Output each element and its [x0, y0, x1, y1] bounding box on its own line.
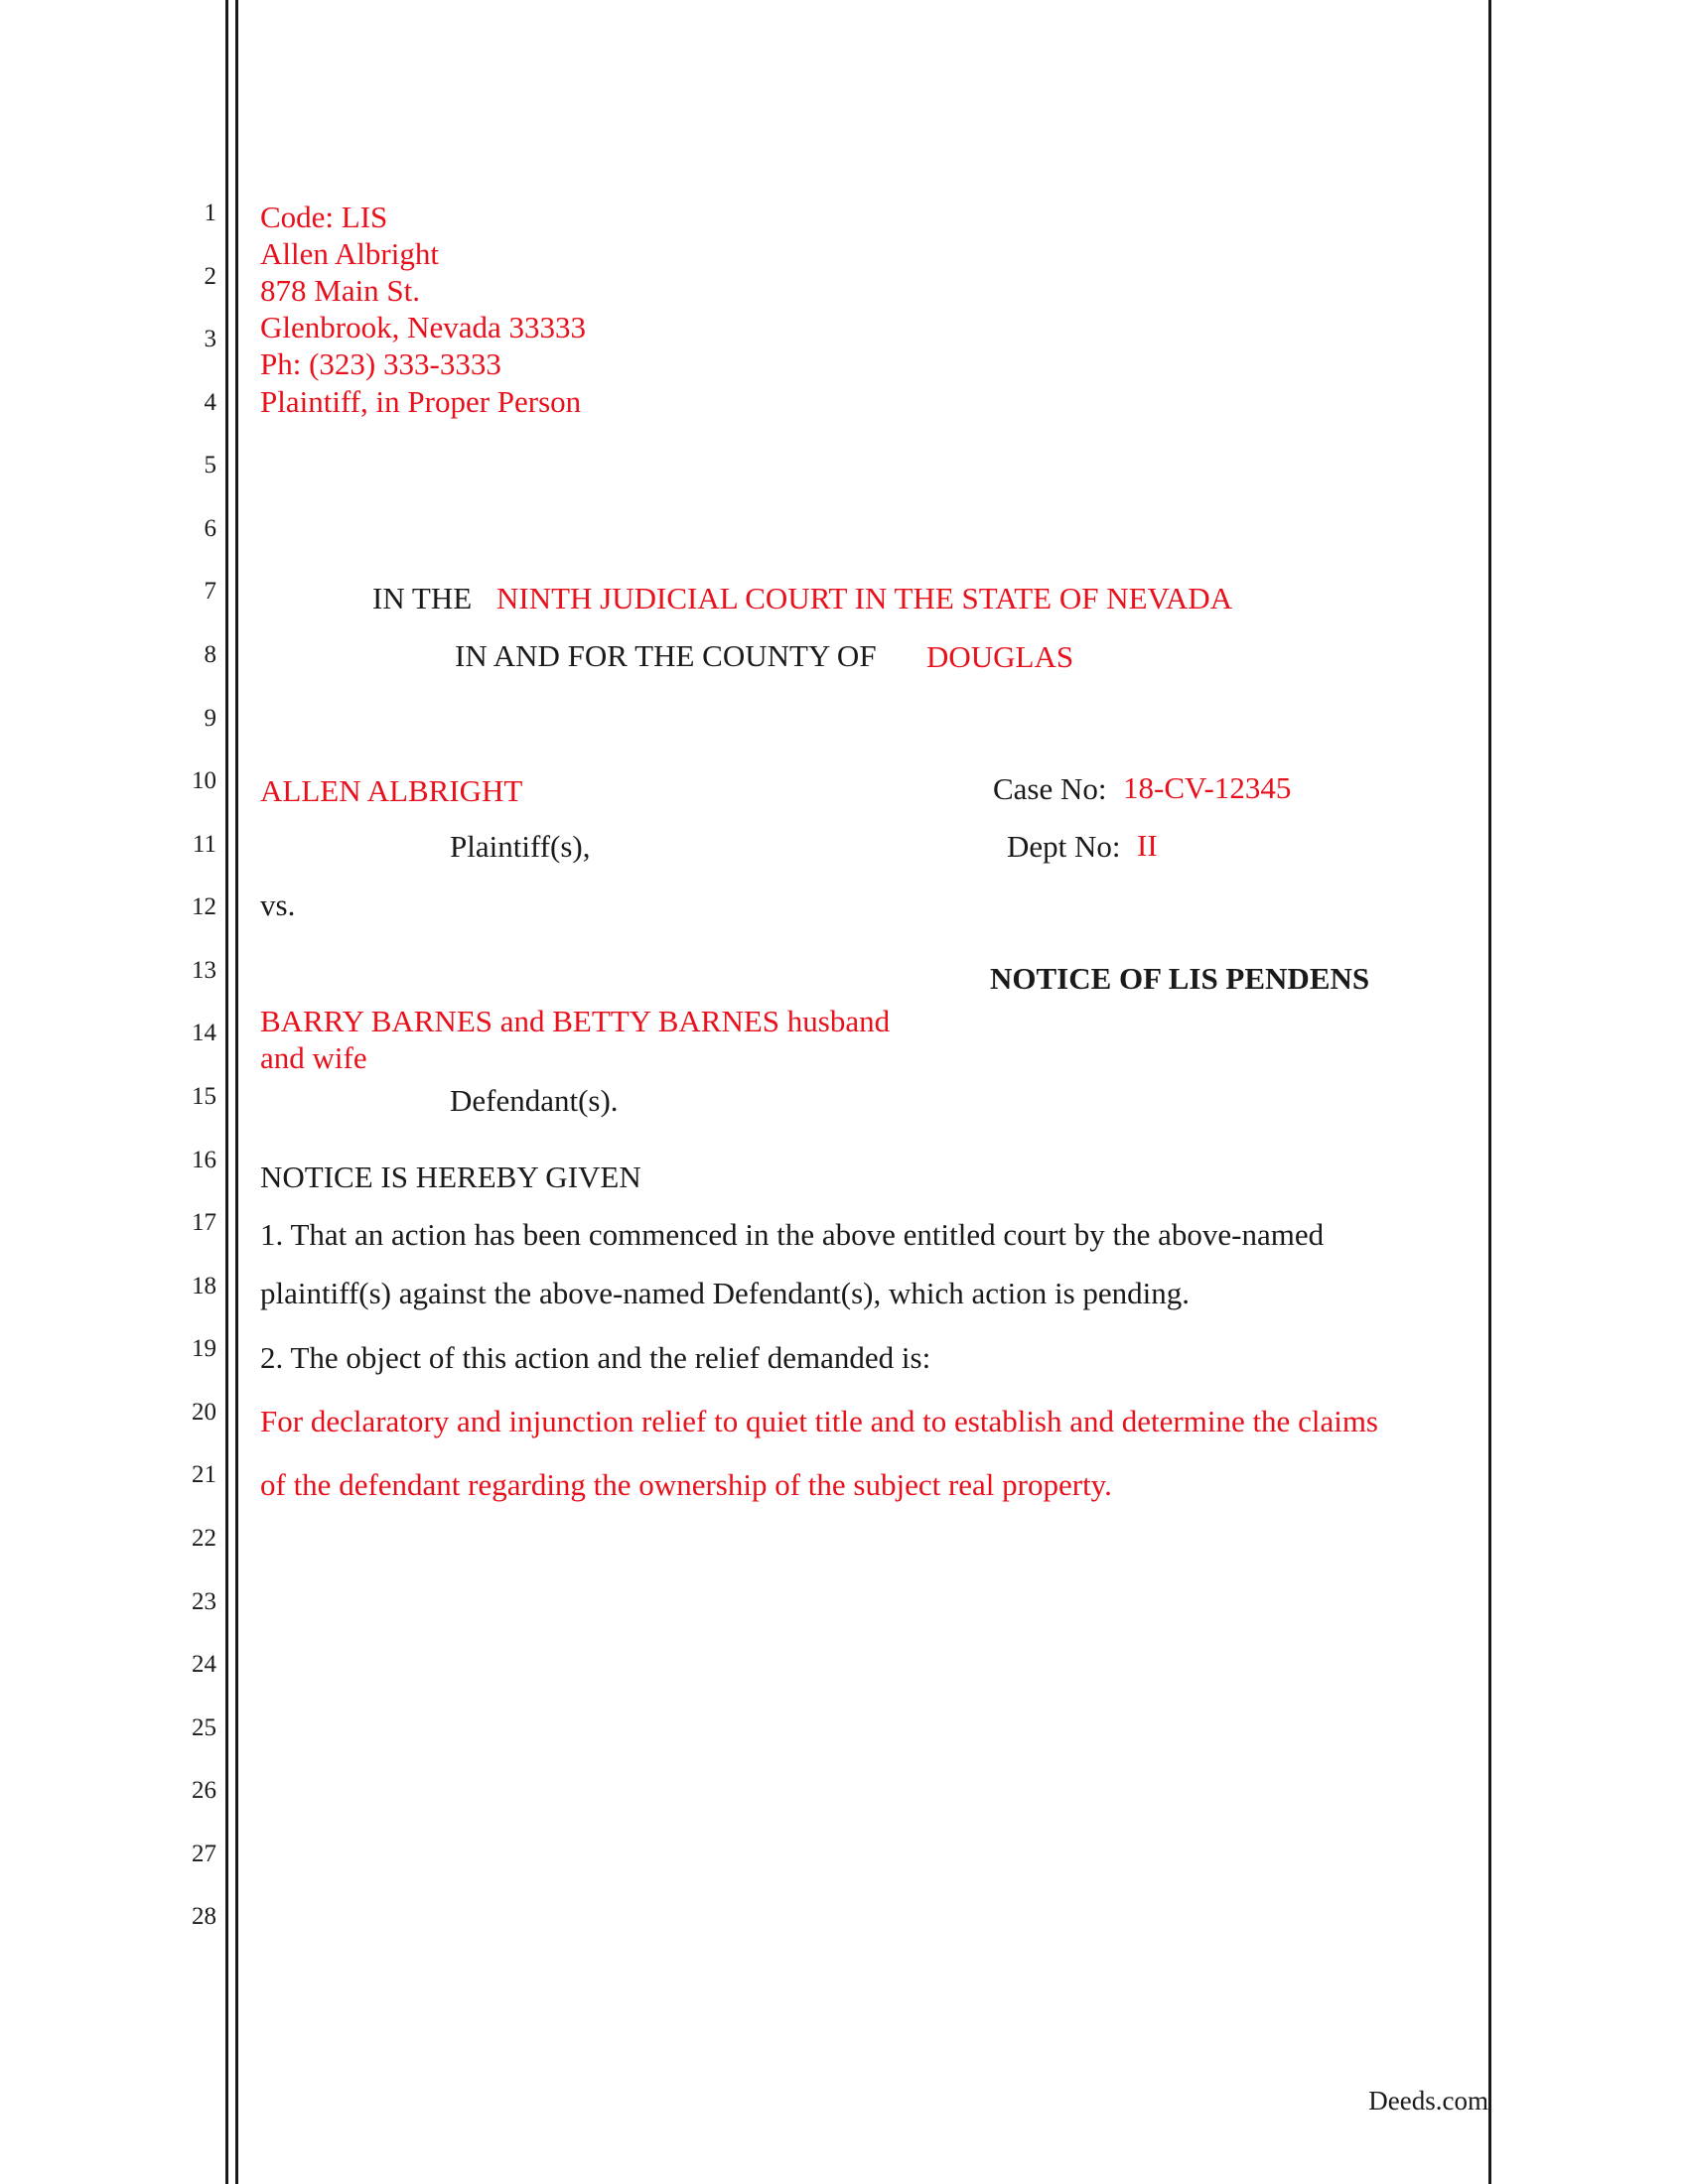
caption-plaintiff-label: Plaintiff(s), [450, 829, 591, 864]
line-number: 14 [192, 1020, 216, 1046]
line-number: 28 [192, 1903, 216, 1930]
case-number: 18-CV-12345 [1123, 770, 1292, 805]
caption-plaintiff-name: ALLEN ALBRIGHT [260, 773, 523, 808]
footer-brand: Deeds.com [1368, 2086, 1488, 2116]
line-number: 16 [192, 1147, 216, 1173]
caption-defendant-label: Defendant(s). [450, 1083, 619, 1118]
paragraph-2: 2. The object of this action and the relief demanded is: [260, 1340, 931, 1375]
line-number: 25 [192, 1714, 216, 1741]
caption-vs: vs. [260, 887, 296, 922]
document-title: NOTICE OF LIS PENDENS [990, 961, 1370, 996]
line-number: 8 [204, 641, 216, 668]
line-number: 24 [192, 1651, 216, 1678]
line-number: 12 [192, 893, 216, 920]
line-number: 23 [192, 1588, 216, 1615]
dept-number: II [1137, 828, 1158, 863]
relief-demanded: For declaratory and injunction relief to quiet title and to establish and determine the claims [260, 1404, 1378, 1438]
dept-number-label: Dept No: [1007, 829, 1121, 864]
notice-heading: NOTICE IS HEREBY GIVEN [260, 1160, 641, 1194]
line-number: 19 [192, 1335, 216, 1362]
line-number: 18 [192, 1273, 216, 1299]
plaintiff-street: 878 Main St. [260, 273, 421, 308]
left-margin-rule-outer [225, 0, 228, 2184]
line-number: 27 [192, 1841, 216, 1867]
line-number: 10 [192, 767, 216, 794]
line-number: 6 [204, 515, 216, 542]
line-number: 1 [204, 200, 216, 226]
plaintiff-name-header: Allen Albright [260, 236, 439, 271]
line-number: 5 [204, 452, 216, 478]
line-number: 20 [192, 1399, 216, 1426]
caption-defendant-names: BARRY BARNES and BETTY BARNES husband [260, 1004, 891, 1038]
line-number: 26 [192, 1777, 216, 1804]
line-number: 9 [204, 705, 216, 732]
relief-demanded-cont: of the defendant regarding the ownership of the subject real property. [260, 1467, 1112, 1502]
county-prefix: IN AND FOR THE COUNTY OF [455, 638, 877, 673]
form-code: Code: LIS [260, 200, 388, 234]
paragraph-1: 1. That an action has been commenced in the above entitled court by the above-named [260, 1217, 1325, 1252]
court-name: NINTH JUDICIAL COURT IN THE STATE OF NEVADA [496, 581, 1233, 615]
county-name: DOUGLAS [926, 639, 1074, 674]
line-number: 21 [192, 1461, 216, 1488]
line-number: 11 [192, 831, 216, 858]
case-number-label: Case No: [993, 771, 1107, 806]
plaintiff-role: Plaintiff, in Proper Person [260, 384, 582, 419]
right-margin-rule [1488, 0, 1491, 2184]
line-number: 13 [192, 957, 216, 984]
line-number: 3 [204, 326, 216, 352]
line-number: 15 [192, 1083, 216, 1110]
left-margin-rule-inner [235, 0, 238, 2184]
plaintiff-phone: Ph: (323) 333-3333 [260, 346, 501, 381]
paragraph-1-cont: plaintiff(s) against the above-named Defendant(s), which action is pending. [260, 1276, 1191, 1310]
line-number: 7 [204, 578, 216, 605]
line-number: 22 [192, 1525, 216, 1552]
caption-defendant-names-cont: and wife [260, 1040, 367, 1075]
line-number: 4 [204, 389, 216, 416]
line-number: 2 [204, 263, 216, 290]
plaintiff-city: Glenbrook, Nevada 33333 [260, 310, 586, 344]
court-prefix: IN THE [372, 581, 473, 615]
line-number: 17 [192, 1209, 216, 1236]
